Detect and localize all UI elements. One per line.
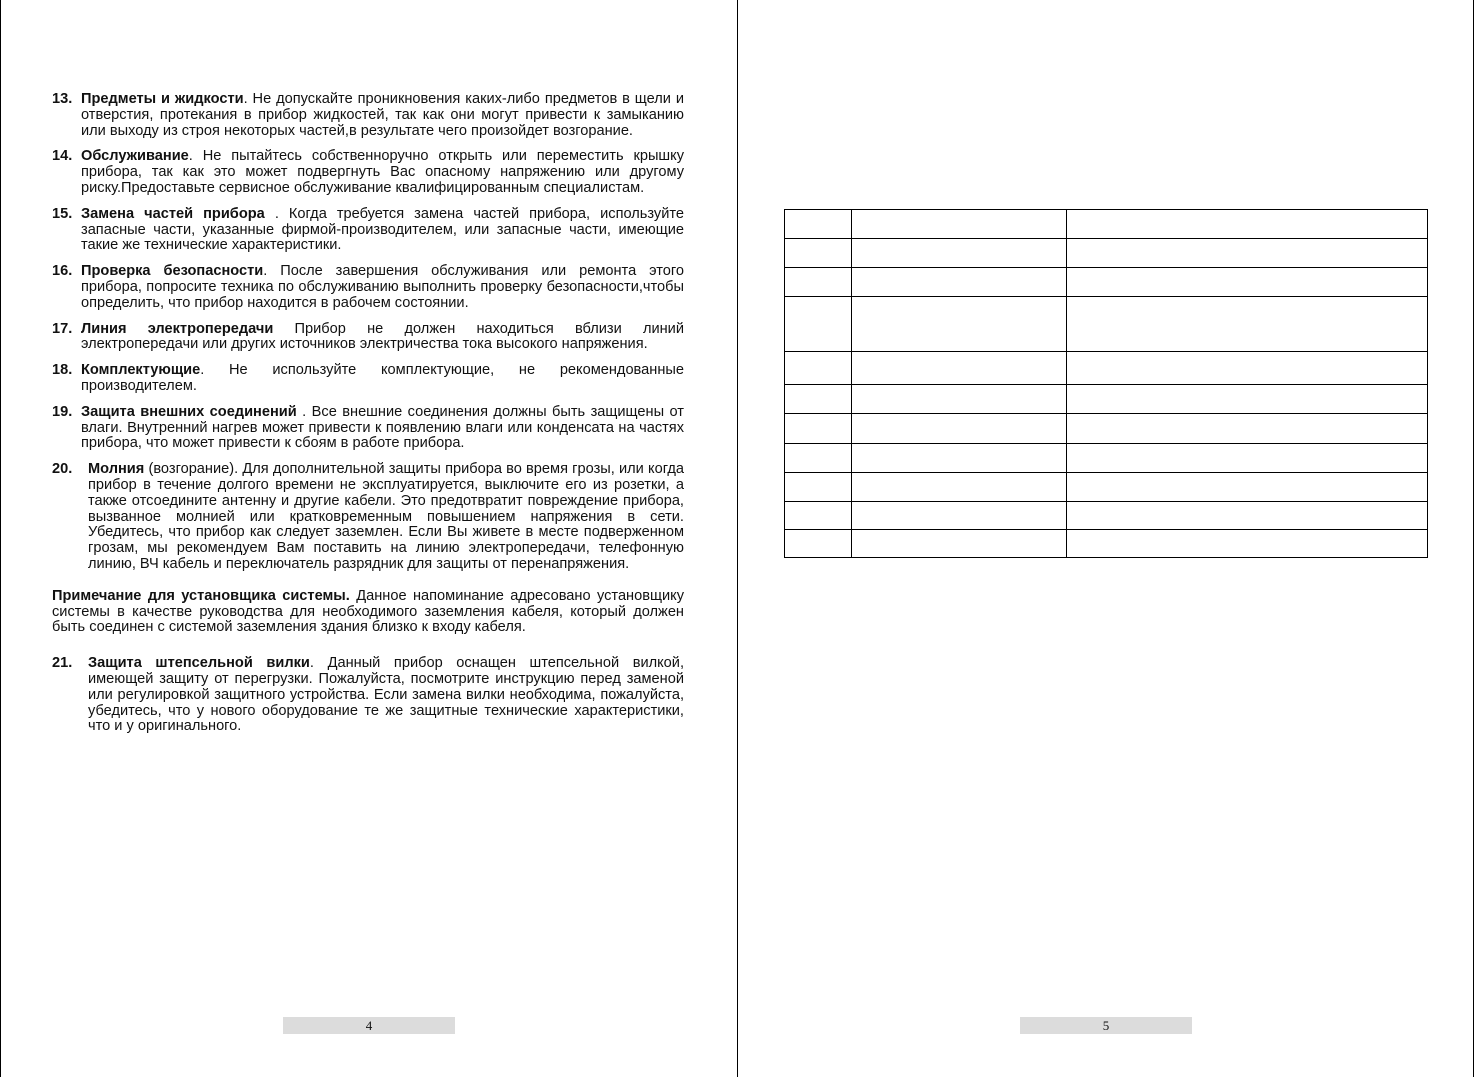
table-cell	[785, 530, 852, 558]
list-item	[52, 322, 684, 354]
table-row	[785, 444, 1428, 473]
page-spine	[737, 0, 738, 1077]
item-number: 21.	[52, 655, 73, 672]
table-cell	[785, 385, 852, 414]
item-text: . После завершения обслуживания или ремонта этого прибора, попросите техника по обслуживанию выполнить проверку безопасности,чтобы определить, что прибор находится в рабочем состоянии.	[81, 263, 684, 311]
table-row	[785, 210, 1428, 239]
item-text: . Не используйте комплектующие, не рекомендованные производителем.	[81, 362, 684, 394]
table-cell	[1067, 297, 1428, 352]
table-cell	[852, 385, 1067, 414]
item-text: . Данный прибор оснащен штепсельной вилкой, имеющей защиту от перегрузки. Пожалуйста, посмотрите инструкцию перед заменой или регулировкой защитного устройства. Если замена вилки необходима, пожалуйста, убедитесь, что у нового оборудование те же защитные технические характеристики, что и у оригинального.	[88, 655, 685, 735]
table-row	[785, 352, 1428, 385]
table-row	[785, 239, 1428, 268]
table-row	[785, 502, 1428, 530]
list-item	[52, 363, 684, 395]
table-cell	[1067, 444, 1428, 473]
table-cell	[1067, 352, 1428, 385]
table-cell	[1067, 414, 1428, 444]
table-cell	[852, 530, 1067, 558]
spec-table	[784, 209, 1428, 558]
item-title: Молния	[88, 461, 145, 478]
table-cell	[785, 414, 852, 444]
item-number: 20.	[52, 461, 73, 478]
item-text: . Все внешние соединения должны быть защищены от влаги. Внутренний нагрев может привести к появлению влаги или конденсата на частях прибора, что может привести к сбоям в работе прибора.	[81, 403, 684, 452]
table-row	[785, 268, 1428, 297]
table-cell	[852, 239, 1067, 268]
table-cell	[785, 239, 852, 268]
table-cell	[785, 210, 852, 239]
item-text: (возгорание). Для дополнительной защиты прибора во время грозы, или когда прибор в течение долгого времени не эксплуатируется, выключите его из розетки, а также отсоедините антенну и другие кабели. Это предотвратит повреждение прибора, вызванное молнией или кратковременным повышением напряжения в сети. Убедитесь, что прибор как следует заземлен. Если Вы живете в месте подверженном грозам, мы рекомендуем Вам поставить на линию электропередачи, телефонную линию, ВЧ кабель и переключатель разрядник для защиты от перенапряжения.	[88, 461, 684, 572]
table-cell	[1067, 530, 1428, 558]
item-title: Обслуживание	[81, 148, 189, 165]
item-title: Линия электропередачи	[81, 320, 274, 337]
item-title: Комплектующие	[81, 362, 201, 379]
table-cell	[852, 352, 1067, 385]
item-number: 13.	[52, 91, 73, 107]
item-text: Прибор не должен находиться вблизи линий электропередачи или других источников электричества тока высокого напряжения.	[81, 320, 684, 353]
list-item	[52, 264, 684, 311]
table-cell	[852, 502, 1067, 530]
table-cell	[1067, 385, 1428, 414]
left-page	[52, 92, 684, 745]
item-title: Замена частей прибора	[81, 205, 265, 222]
item-number: 19.	[52, 403, 73, 420]
item-title: Защита внешних соединений	[81, 403, 297, 420]
table-cell	[1067, 210, 1428, 239]
item-title: Проверка безопасности	[81, 263, 264, 280]
item-number: 17.	[52, 320, 73, 337]
list-item	[52, 149, 684, 196]
table-row	[785, 297, 1428, 352]
list-item	[52, 462, 684, 573]
item-title: Предметы и жидкости	[81, 91, 244, 107]
installer-note	[52, 589, 684, 636]
table-cell	[785, 473, 852, 502]
item-text: . Не пытайтесь собственноручно открыть или переместить крышку прибора, так как это может подвергнуть Вас опасному напряжению или другому риску.Предоставьте сервисное обслуживание квалифицированным специалистам.	[81, 148, 684, 196]
list-item	[52, 207, 684, 254]
item-number: 14.	[52, 148, 73, 165]
table-row	[785, 473, 1428, 502]
page-number-left: 4	[283, 1017, 455, 1034]
list-item	[52, 405, 684, 452]
table-cell	[1067, 502, 1428, 530]
table-row	[785, 385, 1428, 414]
table-cell	[852, 210, 1067, 239]
item-text: . Когда требуется замена частей прибора, используйте запасные части, указанные фирмой-производителем, или запасные части, имеющие такие же технические характеристики.	[81, 205, 685, 254]
table-cell	[852, 297, 1067, 352]
table-cell	[1067, 268, 1428, 297]
table-cell	[852, 268, 1067, 297]
table-cell	[785, 502, 852, 530]
table-cell	[1067, 473, 1428, 502]
table-cell	[852, 444, 1067, 473]
item-number: 18.	[52, 362, 73, 379]
item-number: 15.	[52, 205, 73, 222]
table-cell	[852, 414, 1067, 444]
page-number-right: 5	[1020, 1017, 1192, 1034]
table-cell	[785, 297, 852, 352]
item-title: Защита штепсельной вилки	[88, 655, 310, 672]
item-text: . Не допускайте проникновения каких-либо предметов в щели и отверстия, протекания в прибор жидкостей, так как они могут привести к замыканию или выходу из строя некоторых частей,в результате чего произойдет возгорание.	[81, 91, 684, 139]
table-cell	[1067, 239, 1428, 268]
table-cell	[785, 444, 852, 473]
note-title: Примечание для установщика системы.	[52, 587, 350, 604]
item-number: 16.	[52, 263, 73, 280]
table-cell	[785, 352, 852, 385]
table-cell	[785, 268, 852, 297]
list-item	[52, 656, 684, 735]
table-cell	[852, 473, 1067, 502]
list-item	[52, 92, 684, 139]
table-row	[785, 530, 1428, 558]
note-text: Данное напоминание адресовано установщику системы в качестве руководства для необходимого заземления кабеля, который должен быть соединен с системой заземления здания близко к входу кабеля.	[52, 587, 684, 636]
table-row	[785, 414, 1428, 444]
